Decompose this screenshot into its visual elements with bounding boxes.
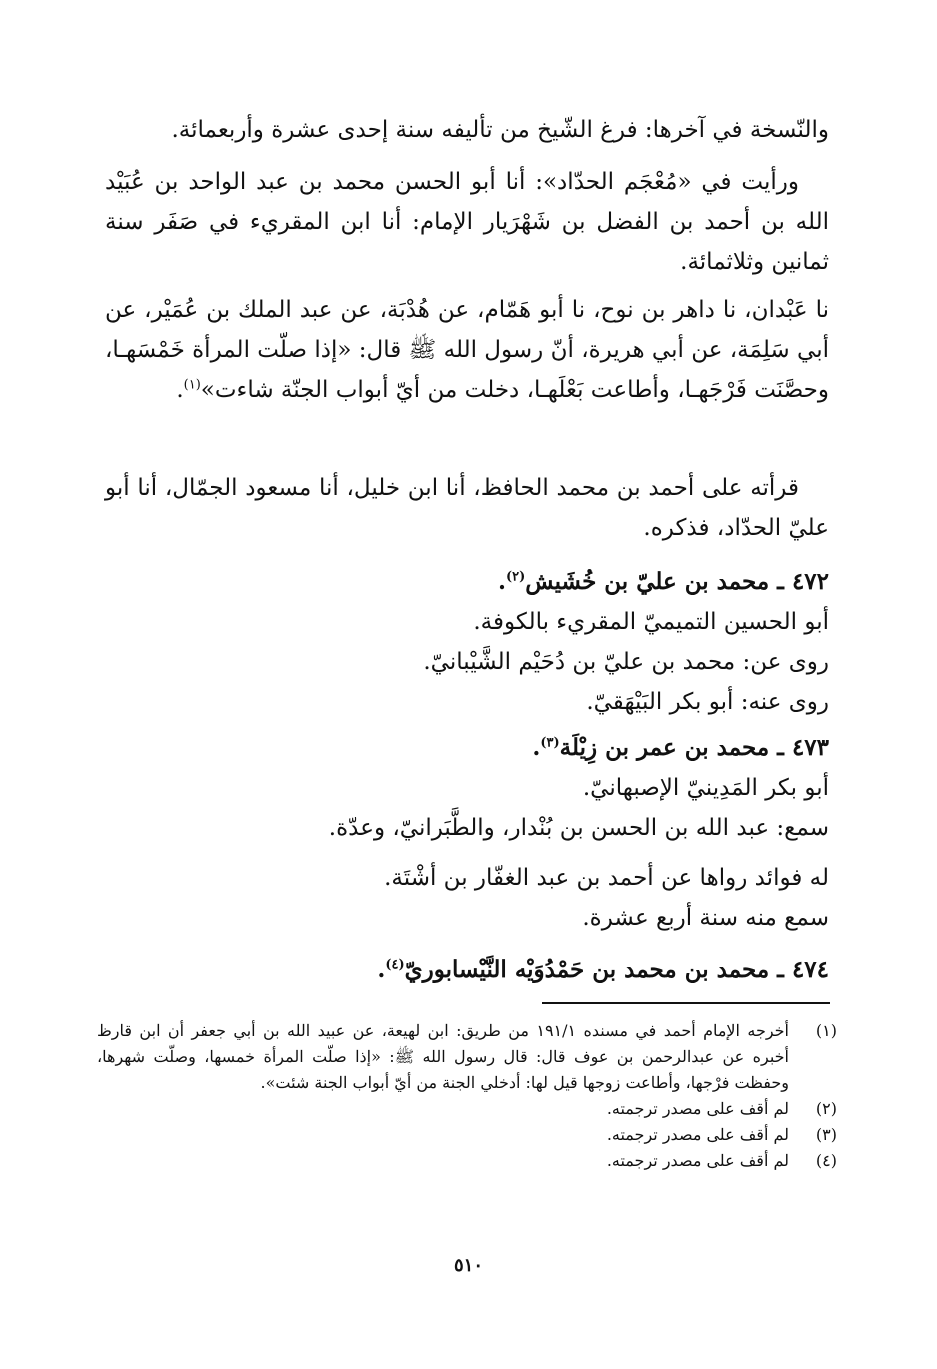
entry-472-line: روى عن: محمد بن عليّ بن دُحَيْم الشَّيْبانيّ. [423, 649, 829, 675]
footnote-2 [97, 1096, 837, 1122]
footnotes [97, 1018, 837, 1174]
hadith-text [105, 290, 829, 410]
hadith-end: . [176, 377, 184, 403]
footnote-number: (١) [815, 1021, 837, 1040]
entry-473-title-text: ٤٧٣ ـ محمد بن عمر بن زِيْلَة [559, 734, 829, 761]
hadith-body: نا عَبْدان، نا داهر بن نوح، نا أبو هَمّام، عن هُدْبَة، عن عبد الملك بن عُمَيْر، عن أبي سَلِمَة، عن أبي هريرة، أنّ رسول الله ﷺ قال: «إذا صلّت المرأة خَمْسَهـا، وحصَّنَت فَرْجَهـا، وأطاعت بَعْلَهـا، دخلت من أيّ أبواب الجنّة شاءت» [105, 297, 829, 403]
paragraph-reading-chain [105, 468, 829, 548]
paragraph-colophon [105, 110, 829, 150]
entry-474-title-end: . [377, 956, 386, 983]
footnote-number: (٣) [815, 1125, 837, 1144]
entry-473-title [229, 728, 829, 768]
entry-473-line: سمع منه سنة أربع عشرة. [582, 905, 829, 931]
footnote-text: أخرجه الإمام أحمد في مسنده ١٩١/١ من طريق: ابن لهيعة، عن عبيد الله بن أبي جعفر أن ابن قارظ أخبره عن عبدالرحمن بن عوف قال: قال رسول الله ﷺ: «إذا صلّت المرأة خمسها، وصلّت شهرها، وحفظت فرْجها، وأطاعت زوجها قيل لها: أدخلي الجنة من أيّ أبواب الجنة شئت». [97, 1021, 789, 1092]
footnote-number: (٢) [815, 1099, 837, 1118]
footnote-text: لم أقف على مصدر ترجمته. [606, 1125, 789, 1144]
reading-chain-text: قرأته على أحمد بن محمد الحافظ، أنا ابن خليل، أنا مسعود الجمّال، أنا أبو عليّ الحدّاد، فذكره. [105, 475, 829, 541]
footnote-4 [97, 1148, 837, 1174]
entry-472-title-end: . [497, 568, 506, 595]
footnote-1 [97, 1018, 837, 1096]
entry-474-title [229, 950, 829, 990]
entry-472-title [229, 562, 829, 602]
entry-472 [229, 562, 829, 722]
colophon-text: والنّسخة في آخرها: فرغ الشّيخ من تأليفه سنة إحدى عشرة وأربعمائة. [171, 117, 829, 143]
entry-472-line: أبو الحسين التميميّ المقريء بالكوفة. [473, 609, 829, 635]
entry-473-line: له فوائد رواها عن أحمد بن عبد الغفّار بن أشْتَة. [384, 865, 829, 891]
paragraph-mujam-haddad [105, 162, 829, 282]
entry-473 [229, 728, 829, 938]
entry-473-line: أبو بكر المَدِينيّ الإصبهانيّ. [582, 775, 829, 801]
footnote-number: (٤) [815, 1151, 837, 1170]
footnote-3 [97, 1122, 837, 1148]
footnote-ref-2: (٢) [505, 569, 526, 585]
footnote-text: لم أقف على مصدر ترجمته. [606, 1151, 789, 1170]
mujam-haddad-text: ورأيت في «مُعْجَم الحدّاد»: أنا أبو الحسن محمد بن عبد الواحد بن عُبَيْد الله بن أحمد بن الفضل بن شَهْرَيار الإمام: أنا ابن المقريء في صَفَر سنة ثمانين وثلاثمائة. [105, 169, 829, 275]
page-number: ٥١٠ [453, 1255, 483, 1276]
entry-473-title-end: . [532, 734, 541, 761]
entry-474-title-text: ٤٧٤ ـ محمد بن محمد بن حَمْدُوَيْه النَّيْسابوريّ [404, 956, 829, 983]
paragraph-hadith [105, 290, 829, 410]
footnote-ref-4: (٤) [385, 957, 405, 973]
footnote-ref-3: (٣) [540, 735, 560, 751]
entry-474 [229, 950, 829, 990]
footnote-text: لم أقف على مصدر ترجمته. [606, 1099, 789, 1118]
footnote-ref-1: (١) [183, 377, 201, 393]
entry-472-line: روى عنه: أبو بكر البَيْهَقيّ. [586, 689, 829, 715]
entry-473-line: سمع: عبد الله بن الحسن بن بُنْدار، والطَّبَرانيّ، وعدّة. [328, 815, 829, 841]
footnote-separator [542, 1002, 830, 1004]
entry-472-title-text: ٤٧٢ ـ محمد بن عليّ بن خُشَيش [525, 568, 829, 595]
